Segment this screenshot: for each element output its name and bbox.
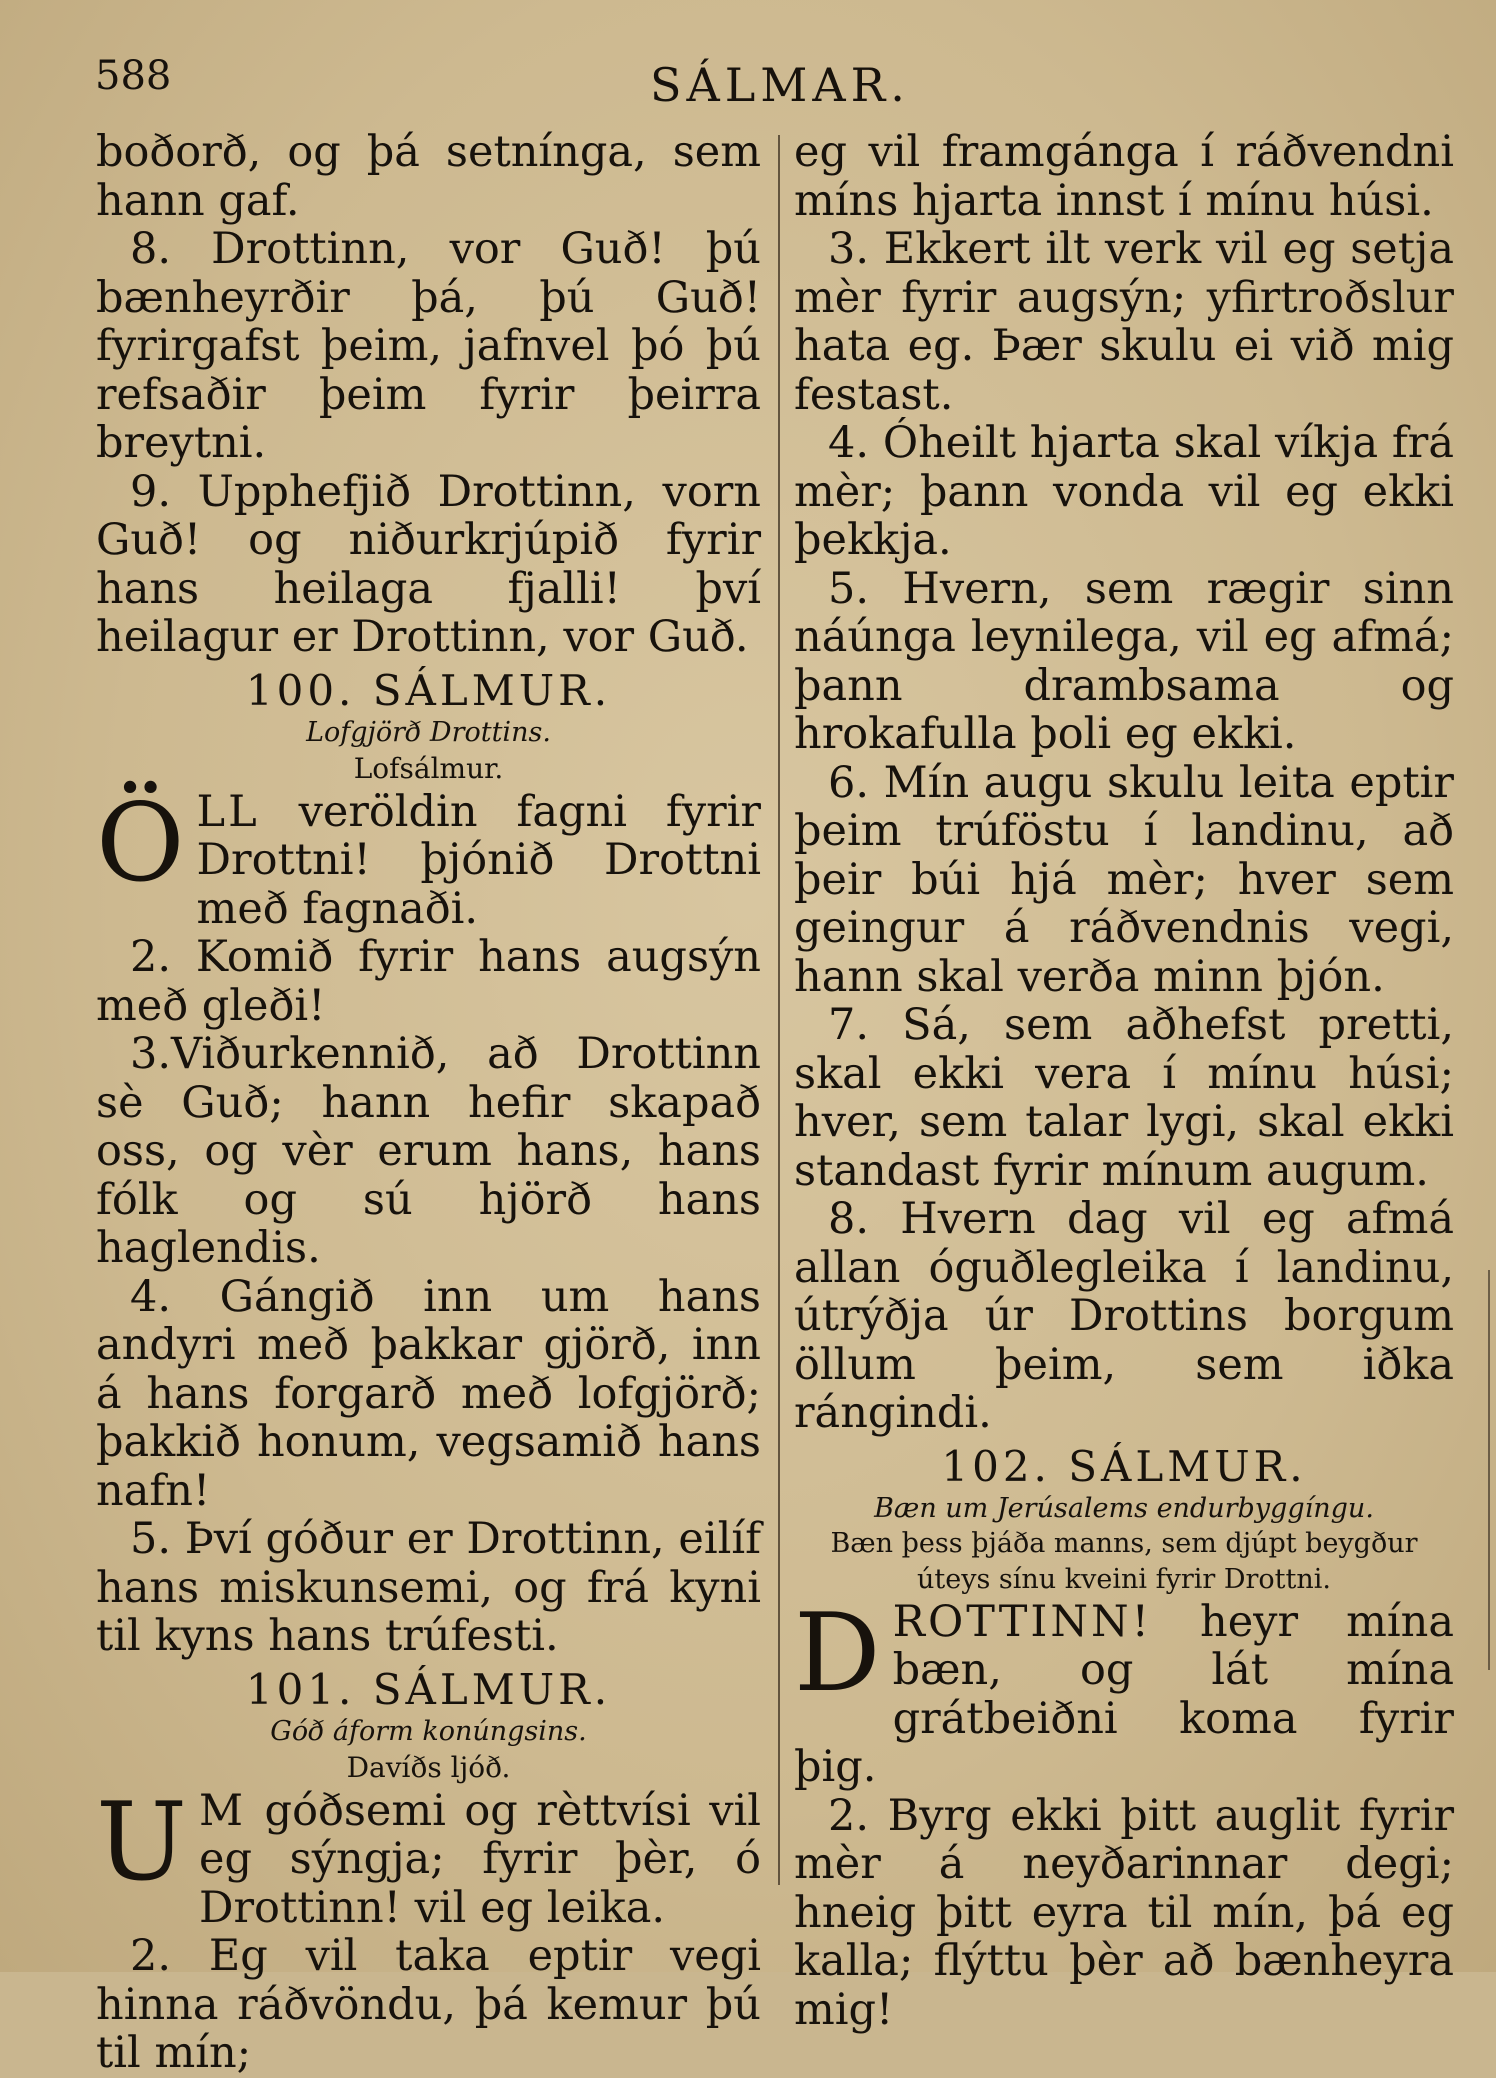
psalm-101-heading: 101. SÁLMUR. xyxy=(245,1664,612,1714)
psalm-102-heading: 102. SÁLMUR. xyxy=(941,1441,1307,1491)
left-column xyxy=(96,128,761,2078)
verse-5: 5. Hvern, sem rægir sinn náúnga leynilega, vil eg afmá; þann drambsama og hrokafulla þoli eg ekki. xyxy=(794,563,1454,759)
drop-cap-initial: D xyxy=(794,1590,881,1716)
psalm-100-heading: 100. SÁLMUR. xyxy=(245,665,612,715)
psalm-101-verse-1 xyxy=(96,1779,761,1933)
psalm-102-subtitle: Bæn um Jerúsalems endurbyggíngu. xyxy=(874,1492,1374,1524)
running-title: SÁLMAR. xyxy=(650,58,910,112)
drop-cap-initial: Ö xyxy=(96,780,185,906)
verse-8: 8. Drottinn, vor Guð! þú bænheyrðir þá, þú Guð! fyrirgafst þeim, jafnvel þó þú refsaðir þeim fyrir þeirra breytni. xyxy=(96,224,761,468)
right-column xyxy=(794,128,1454,2034)
page-number: 588 xyxy=(95,53,172,99)
psalm-100-verse-3: 3.Viðurkennið, að Drottinn sè Guð; hann hefir skapað oss, og vèr erum hans, hans fólk og sú hjörð hans haglendis. xyxy=(96,1029,761,1273)
psalm-100-note: Lofsálmur. xyxy=(353,751,504,785)
verse-9: 9. Upphefjið Drottinn, vorn Guð! og niðurkrjúpið fyrir hans heilaga fjalli! því heilagur er Drottinn, vor Guð. xyxy=(96,466,761,662)
psalm-101-verse-2: 2. Eg vil taka eptir vegi hinna ráðvöndu, þá kemur þú til mín; xyxy=(96,1931,761,2078)
psalm-101-subtitle: Góð áform konúngsins. xyxy=(270,1715,587,1747)
psalm-101-note: Davíðs ljóð. xyxy=(346,1750,511,1784)
psalm-100-verse-5: 5. Því góður er Drottinn, eilíf hans miskunsemi, og frá kyni til kyns hans trúfesti. xyxy=(96,1514,761,1661)
psalm-100-subtitle: Lofgjörð Drottins. xyxy=(306,716,551,748)
verse-6: 6. Mín augu skulu leita eptir þeim trúföstu í landinu, að þeir búi hjá mèr; hver sem geingur á ráðvendnis vegi, hann skal verða minn þjón. xyxy=(794,757,1454,1002)
verse-text: veröldin fagni fyrir Drottni! þjónið Drottni með fagnaði. xyxy=(196,786,761,934)
initial-word-rest: M xyxy=(199,1785,247,1836)
psalm-100-verse-1 xyxy=(96,780,761,934)
verse-text: góðsemi og rèttvísi vil eg sýngja; fyrir þèr, ó Drottinn! vil eg leika. xyxy=(199,1785,761,1933)
verse-3: 3. Ekkert ilt verk vil eg setja mèr fyrir augsýn; yfirtroðslur hata eg. Þær skulu ei við mig festast. xyxy=(794,224,1454,420)
initial-word-rest: LL xyxy=(196,786,260,837)
drop-cap-initial: U xyxy=(96,1779,188,1905)
verse-7: 7. Sá, sem aðhefst pretti, skal ekki vera í mínu húsi; hver, sem talar lygi, skal ekki standast fyrir mínum augum. xyxy=(794,1000,1454,1196)
initial-word-rest: ROTTINN! xyxy=(892,1596,1152,1647)
verse-4: 4. Óheilt hjarta skal víkja frá mèr; þann vonda vil eg ekki þekkja. xyxy=(794,418,1454,565)
psalm-100-verse-2: 2. Komið fyrir hans augsýn með gleði! xyxy=(96,932,761,1031)
page-edge-line xyxy=(1488,1270,1490,1670)
verse-8: 8. Hvern dag vil eg afmá allan óguðlegleika í landinu, útrýðja úr Drottins borgum öllum þeim, sem iðka rángindi. xyxy=(794,1194,1454,1438)
verse-text: heyr mína bæn, og lát mína grátbeiðni koma fyrir þig. xyxy=(794,1596,1454,1792)
psalm-102-verse-2: 2. Byrg ekki þitt auglit fyrir mèr á neyðarinnar degi; hneig þitt eyra til mín, þá eg kalla; flýttu þèr að bænheyra mig! xyxy=(794,1790,1454,2035)
continued-text: boðorð, og þá setnínga, sem hann gaf. xyxy=(96,127,761,226)
psalm-100-verse-4: 4. Gángið inn um hans andyri með þakkar gjörð, inn á hans forgarð með lofgjörð; þakkið honum, vegsamið hans nafn! xyxy=(96,1271,761,1516)
column-divider xyxy=(778,135,780,1885)
psalm-102-note: Bæn þess þjáða manns, sem djúpt beygður úteys sínu kveini fyrir Drottni. xyxy=(830,1527,1418,1595)
psalm-102-verse-1 xyxy=(794,1590,1454,1792)
continued-text: eg vil framgánga í ráðvendni míns hjarta innst í mínu húsi. xyxy=(794,127,1454,226)
